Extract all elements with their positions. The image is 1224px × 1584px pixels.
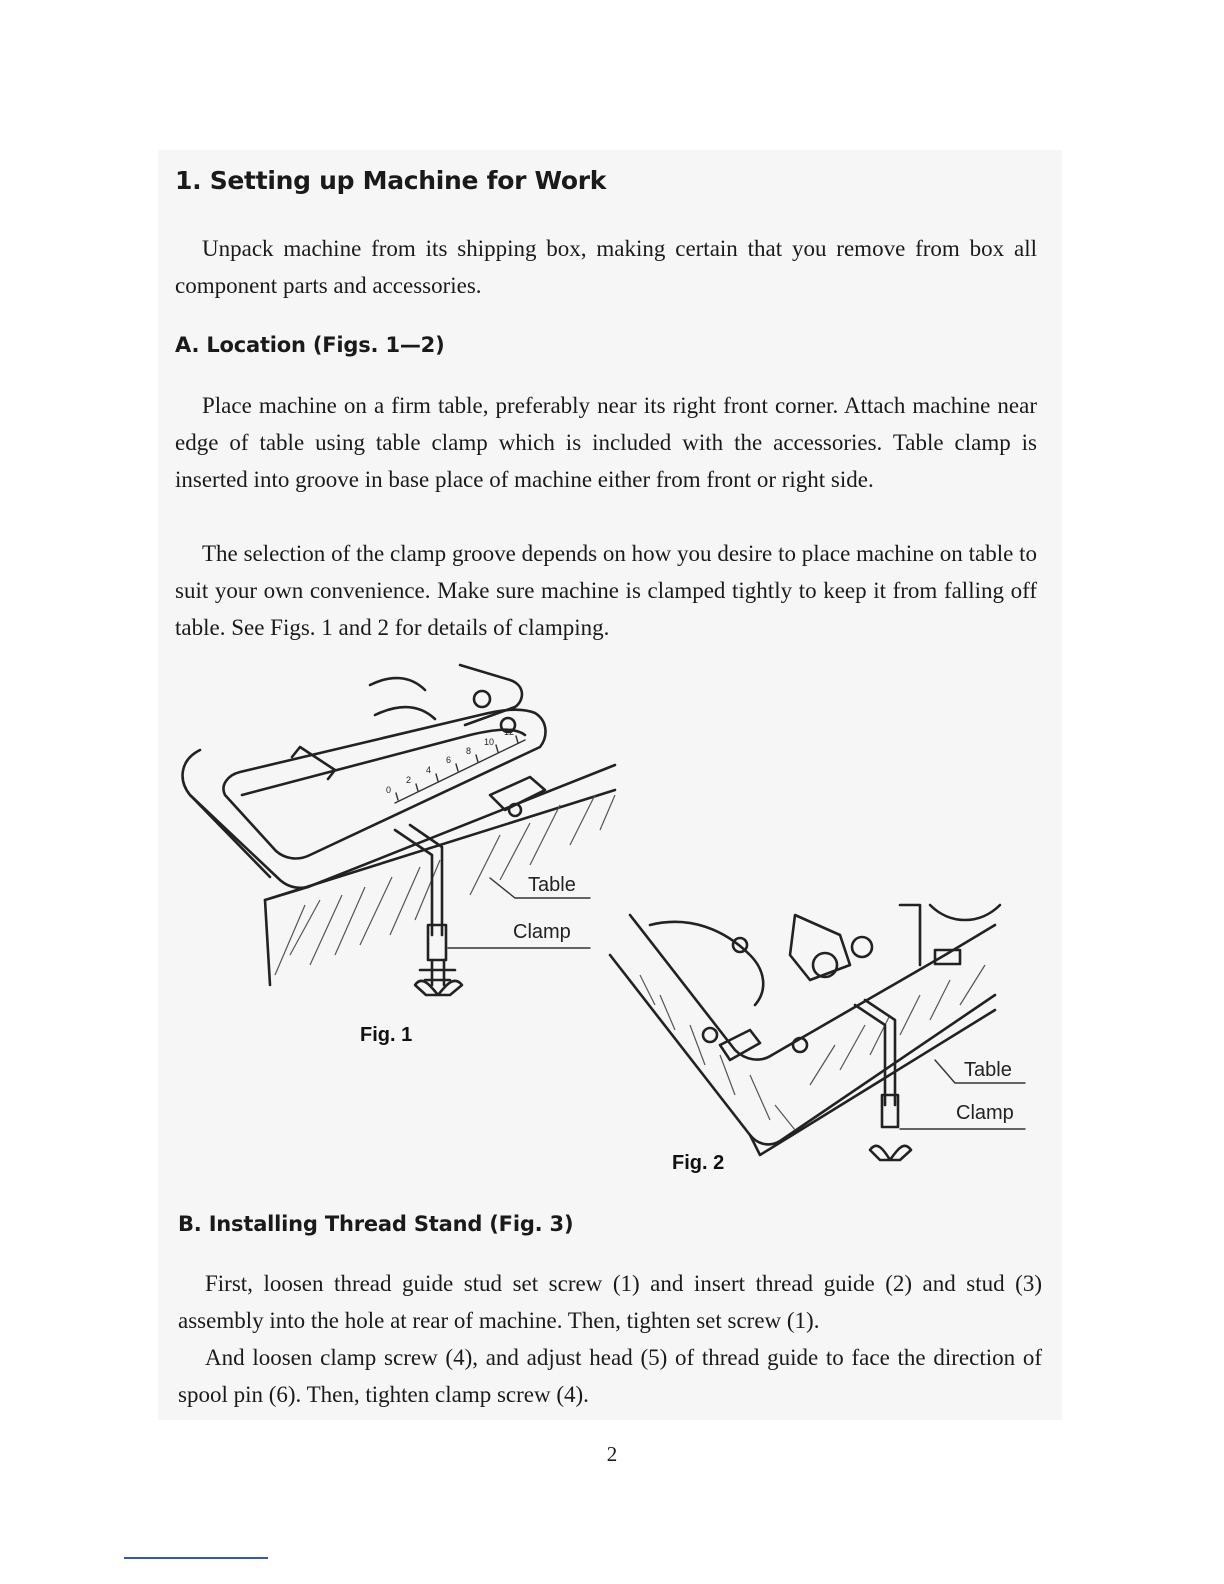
- figure-1-table-clamp-front: [170, 655, 630, 1055]
- figure-2-table-clamp-side: [600, 895, 1040, 1185]
- scale-mark: 4: [426, 765, 432, 775]
- scale-mark: 12: [504, 727, 515, 737]
- clamp-bar: [395, 825, 442, 935]
- fig2-caption: Fig. 2: [672, 1152, 725, 1174]
- fig2-label-table: Table: [964, 1059, 1012, 1081]
- intro-paragraph: Unpack machine from its shipping box, making certain that you remove from box all component parts and accessories.: [175, 236, 1037, 298]
- clamp-bar: [855, 1000, 895, 1105]
- fig1-label-table: Table: [528, 874, 576, 896]
- machine-base: [630, 915, 995, 1060]
- location-heading: A. Location (Figs. 1—2): [175, 333, 445, 357]
- location-paragraph-2: The selection of the clamp groove depends on how you desire to place machine on table to suit your own convenience. Make sure machine is clamped tightly to keep it from falling off table. See Figs. 1 and 2 for details of clamping.: [175, 541, 1037, 640]
- scale-mark: 8: [466, 746, 472, 756]
- thread-stand-paragraph-2: And loosen clamp screw (4), and adjust head (5) of thread guide to face the direction of spool pin (6). Then, tighten clamp screw (4).: [178, 1345, 1042, 1407]
- scale-mark: 2: [406, 775, 412, 785]
- scale-mark: 6: [446, 755, 452, 765]
- section-title: 1. Setting up Machine for Work: [175, 166, 607, 195]
- page-number: 2: [606, 1442, 618, 1466]
- fig1-caption: Fig. 1: [360, 1024, 413, 1046]
- scale-mark: 0: [386, 785, 392, 795]
- table-corner-edge: [610, 955, 995, 1144]
- thread-stand-paragraph-1: First, loosen thread guide stud set screw (1) and insert thread guide (2) and stud (3) assembly into the hole at rear of machine. Then, tighten set screw (1).: [178, 1271, 1042, 1333]
- wing-nut: [415, 981, 462, 995]
- fig1-label-clamp: Clamp: [513, 921, 571, 943]
- machine-base: [223, 710, 545, 859]
- footnote-rule: [124, 1557, 268, 1559]
- location-paragraph-1: Place machine on a firm table, preferably near its right front corner. Attach machine near edge of table using table clamp which is included with the accessories. Table clamp is inserted into groove in base place of machine either from front or right side.: [175, 393, 1037, 492]
- scale-mark: 10: [484, 737, 495, 747]
- thread-stand-heading: B. Installing Thread Stand (Fig. 3): [178, 1212, 574, 1236]
- wing-nut: [870, 1146, 911, 1160]
- fig2-label-clamp: Clamp: [956, 1102, 1014, 1124]
